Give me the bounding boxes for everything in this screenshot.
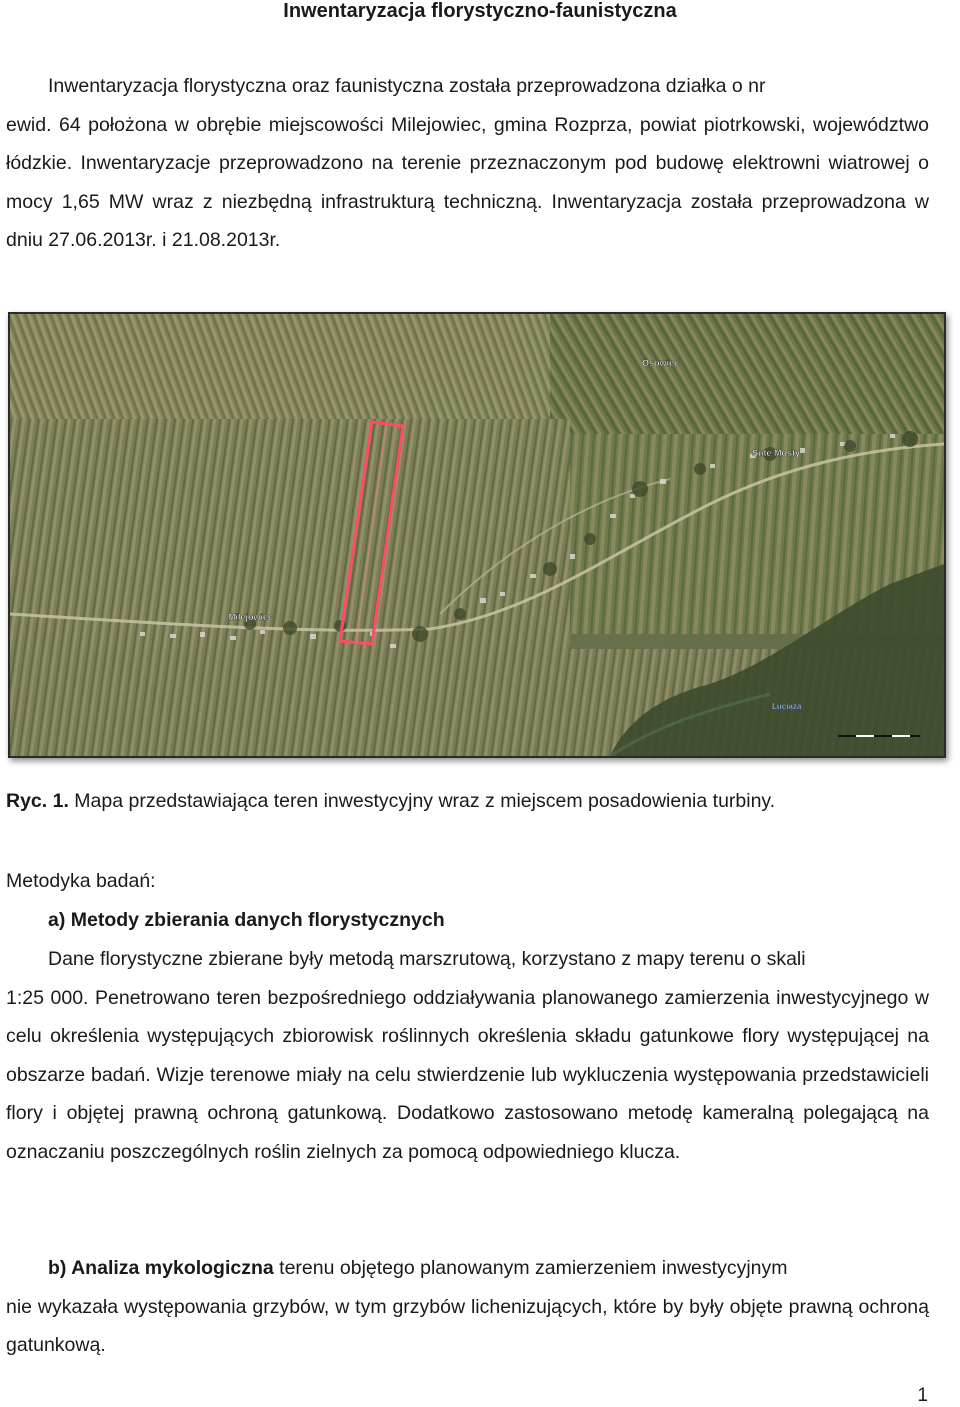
intro-rest: ewid. 64 położona w obrębie miejscowości Milejowiec, gmina Rozprza, powiat piotrkowski, województwo łódzkie. Inwentaryzacje przeprowadzono na terenie przeznaczonym pod budowę elektrowni wiatrowej o mocy 1,65 MW wraz z niezbędną infrastrukturą techniczną. Inwentaryzacja została przeprowadzona w dniu 27.06.2013r. i 21.08.2013r. (6, 113, 929, 251)
mycology-subheading: b) Analiza mykologiczna (48, 1257, 274, 1279)
label-osowiec: Osowiec (642, 358, 680, 368)
methods-a-rest: 1:25 000. Penetrowano teren bezpośredniego oddziaływania planowanego zamierzenia inwestycyjnego w celu określenia występujących zbiorowisk roślinnych określenia składu gatunkowe flory występującej na obszarze badań. Wizje terenowe miały na celu stwierdzenie lub wykluczenia występowania przedstawicieli flory i objętej prawną ochroną gatunkową. Dodatkowo zastosowano metodę kameralną polegającą na oznaczaniu poszczególnych roślin zielnych za pomocą odpowiedniego klucza. (6, 986, 929, 1163)
mycology-rest: nie wykazała występowania grzybów, w tym grzybów lichenizujących, które by były objęte prawną ochroną gatunkową. (6, 1295, 929, 1356)
methods-subheading-a: a) Metody zbierania danych florystycznych (48, 909, 445, 931)
page-number: 1 (917, 1385, 928, 1406)
satellite-map-image (10, 314, 944, 756)
intro-paragraph (6, 67, 929, 260)
methods-paragraph-a (6, 940, 929, 1171)
label-milejowiec: Milejowiec (228, 612, 274, 622)
label-luciaza: Luciąża (772, 702, 802, 711)
mycology-first-line: b) Analiza mykologiczna terenu objętego planowanym zamierzeniem inwestycyjnym (48, 1257, 788, 1279)
figure-label: Ryc. 1. (6, 790, 69, 812)
document-title: Inwentaryzacja florystyczno-faunistyczna (283, 0, 677, 22)
figure-caption (6, 789, 775, 813)
mycology-paragraph (6, 1249, 929, 1365)
methods-a-first-line: Dane florystyczne zbierane były metodą marszrutową, korzystano z mapy terenu o skali (48, 948, 806, 970)
figure-caption-text: Mapa przedstawiająca teren inwestycyjny wraz z miejscem posadowienia turbiny. (68, 790, 776, 812)
satellite-map (8, 312, 946, 758)
label-sute-mosty: Sute Mosty (752, 448, 801, 458)
intro-first-line: Inwentaryzacja florystyczna oraz faunistyczna została przeprowadzona działka o nr (48, 75, 766, 97)
methodology-heading: Metodyka badań: (6, 870, 156, 892)
